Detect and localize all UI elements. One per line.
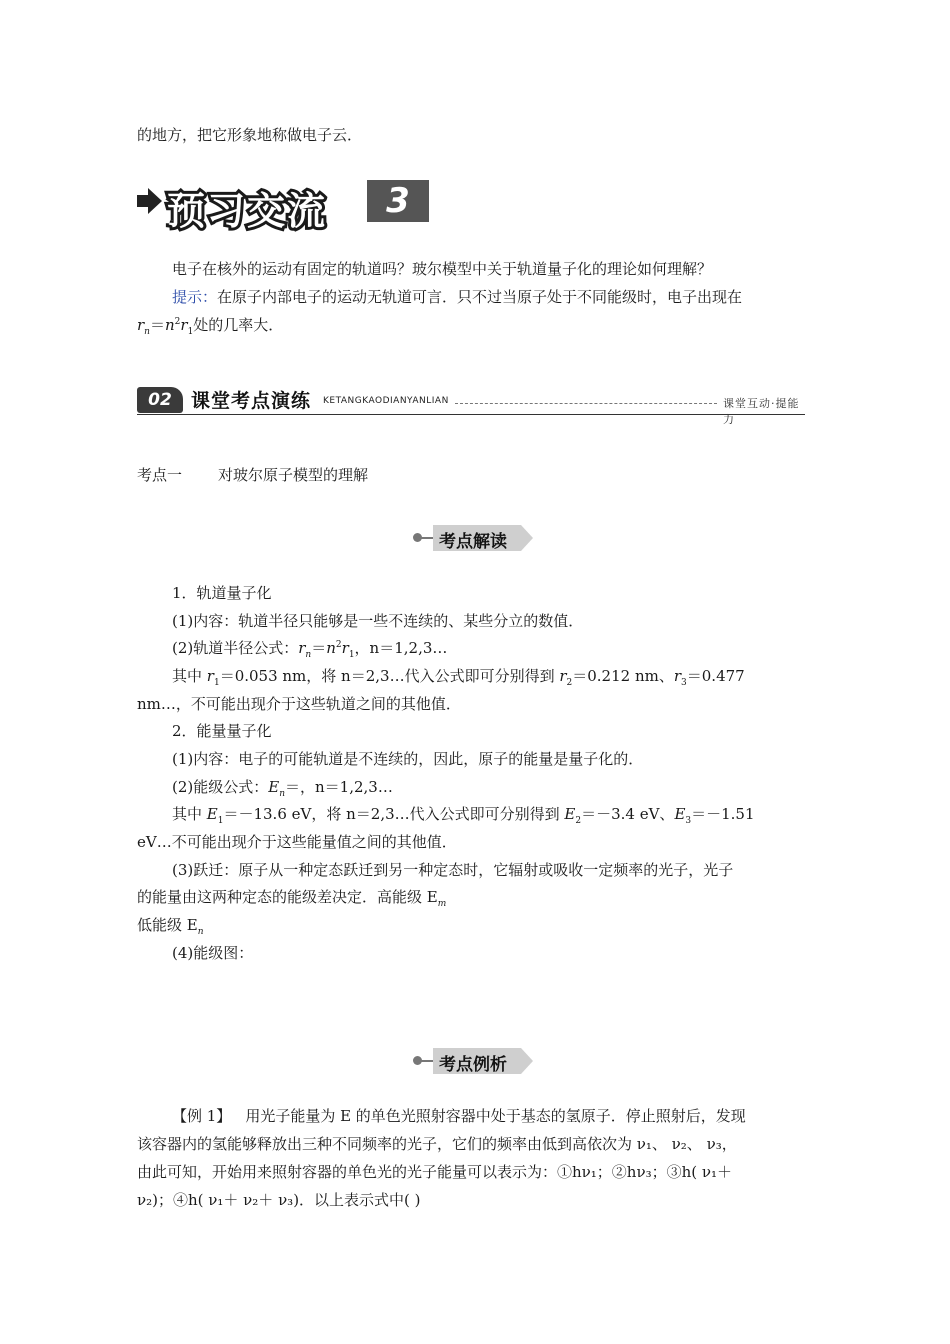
body-l6: (2)能级公式：$E_n=$，n＝1,2,3… — [172, 778, 393, 799]
preview-banner — [137, 178, 432, 233]
section-pinyin: KETANGKAODIANYANLIAN — [323, 396, 449, 406]
point-heading: 考点一 对玻尔原子模型的理解 — [137, 466, 369, 484]
body-h1: 1．轨道量子化 — [172, 584, 272, 602]
body-l2: (2)轨道半径公式：$r_n=n^2r_1$，n＝1,2,3… — [172, 639, 448, 660]
example-l2: 该容器内的氢能够释放出三种不同频率的光子，它们的频率由低到高依次为 ν₁、 ν₂、 ν₃， — [137, 1135, 737, 1153]
hint-label: 提示： — [172, 288, 218, 306]
body-l12: (4)能级图： — [172, 944, 254, 962]
body-l8: eV…不可能出现介于这些能量值之间的其他值． — [137, 833, 457, 851]
body-l3: 其中 $r_1=0.053$ nm，将 n＝2,3…代入公式即可分别得到 $r_2=0.212$ nm、$r_3=0.477$ — [172, 667, 745, 688]
example-l3: 由此可知，开始用来照射容器的单色光的光子能量可以表示为：①hν₁；②hν₃；③h( ν₁＋ — [137, 1163, 733, 1181]
banner-number: 3 — [386, 181, 410, 221]
example-l4: ν₂)；④h( ν₁＋ ν₂＋ ν₃)．以上表示式中( ) — [137, 1191, 421, 1209]
body-l10: 的能量由这两种定态的能级差决定．高能级 $E_m$ — [137, 888, 447, 909]
hint-line-1: 提示：在原子内部电子的运动无轨道可言．只不过当原子处于不同能级时，电子出现在 — [172, 288, 743, 306]
example-l1: 【例 1】 用光子能量为 E 的单色光照射容器中处于基态的氢原子．停止照射后，发现 — [172, 1107, 746, 1125]
body-l4: nm…，不可能出现介于这些轨道之间的其他值． — [137, 695, 461, 713]
pill-example: 考点例析 — [413, 1046, 537, 1076]
section-badge: 02 — [137, 387, 183, 413]
body-l9: (3)跃迁：原子从一种定态跃迁到另一种定态时，它辐射或吸收一定频率的光子，光子 — [172, 861, 734, 879]
hint-line-2: $r_n=n^2r_1$处的几率大． — [137, 316, 284, 337]
body-h2: 2．能量量子化 — [172, 722, 272, 740]
body-l11: 低能级 $E_n$ — [137, 916, 204, 937]
body-l1: (1)内容：轨道半径只能够是一些不连续的、某些分立的数值． — [172, 612, 584, 630]
pill-reading: 考点解读 — [413, 523, 537, 553]
intro-tail: 的地方，把它形象地称做电子云． — [137, 126, 363, 144]
body-l7: 其中 $E_1=-13.6$ eV，将 n＝2,3…代入公式即可分别得到 $E_2=-3.4$ eV、$E_3=-1.51$ — [172, 805, 755, 826]
section-rule — [137, 414, 805, 415]
question: 电子在核外的运动有固定的轨道吗？玻尔模型中关于轨道量子化的理论如何理解？ — [172, 260, 713, 278]
section-subtitle: 课堂互动·提能力 — [723, 397, 800, 426]
section-header — [137, 385, 805, 426]
section-title: 课堂考点演练 — [191, 390, 312, 412]
banner-title: 预习交流 — [167, 189, 328, 233]
body-l5: (1)内容：电子的可能轨道是不连续的，因此，原子的能量是量子化的． — [172, 750, 644, 768]
